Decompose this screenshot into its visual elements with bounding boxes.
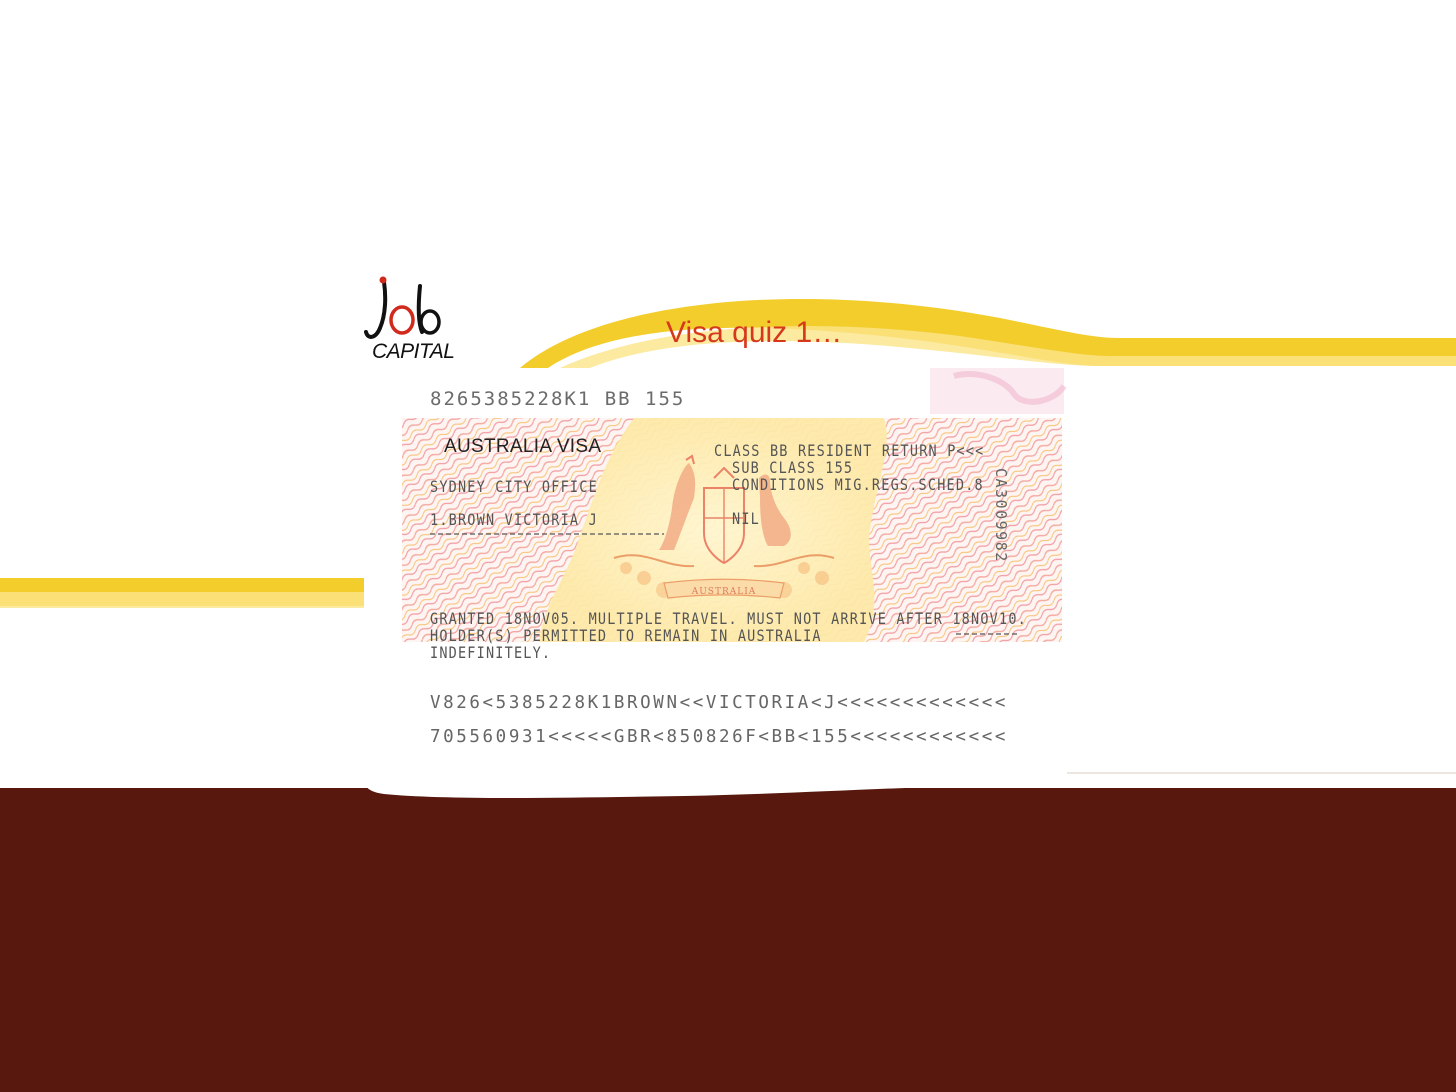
holder-name: 1.BROWN VICTORIA J [430, 511, 598, 530]
visa-serial: CA3009982 [992, 468, 1010, 563]
logo-mark-icon [362, 276, 482, 346]
conditions-value: NIL [732, 510, 760, 529]
logo-text: CAPITAL [372, 340, 455, 363]
visa-sticker [364, 368, 1067, 800]
slide-title: Visa quiz 1… [666, 316, 843, 349]
bottom-color-band [0, 788, 1456, 1092]
grant-line-3: INDEFINITELY. [430, 644, 552, 663]
mrz-line-1: V826<5385228K1BROWN<<VICTORIA<J<<<<<<<<<<<<< [430, 693, 1008, 713]
visa-subclass: SUB CLASS 155 [732, 459, 854, 478]
visa-conditions: CONDITIONS MIG.REGS.SCHED.8 [732, 476, 984, 495]
crest-label: AUSTRALIA [691, 587, 757, 597]
visa-number: 8265385228K1 BB 155 [430, 388, 686, 410]
issuing-office: SYDNEY CITY OFFICE [430, 478, 598, 497]
visa-heading: AUSTRALIA VISA [444, 436, 602, 457]
grant-line-1: GRANTED 18NOV05. MULTIPLE TRAVEL. MUST NOT ARRIVE AFTER 18NOV10. [430, 610, 1027, 629]
grant-line-2: HOLDER(S) PERMITTED TO REMAIN IN AUSTRALIA [430, 627, 822, 646]
mrz-line-2: 705560931<<<<<GBR<850826F<BB<155<<<<<<<<<<<< [430, 727, 1008, 747]
job-capital-logo [362, 276, 482, 368]
visa-class: CLASS BB RESIDENT RETURN P<<< [714, 442, 985, 461]
